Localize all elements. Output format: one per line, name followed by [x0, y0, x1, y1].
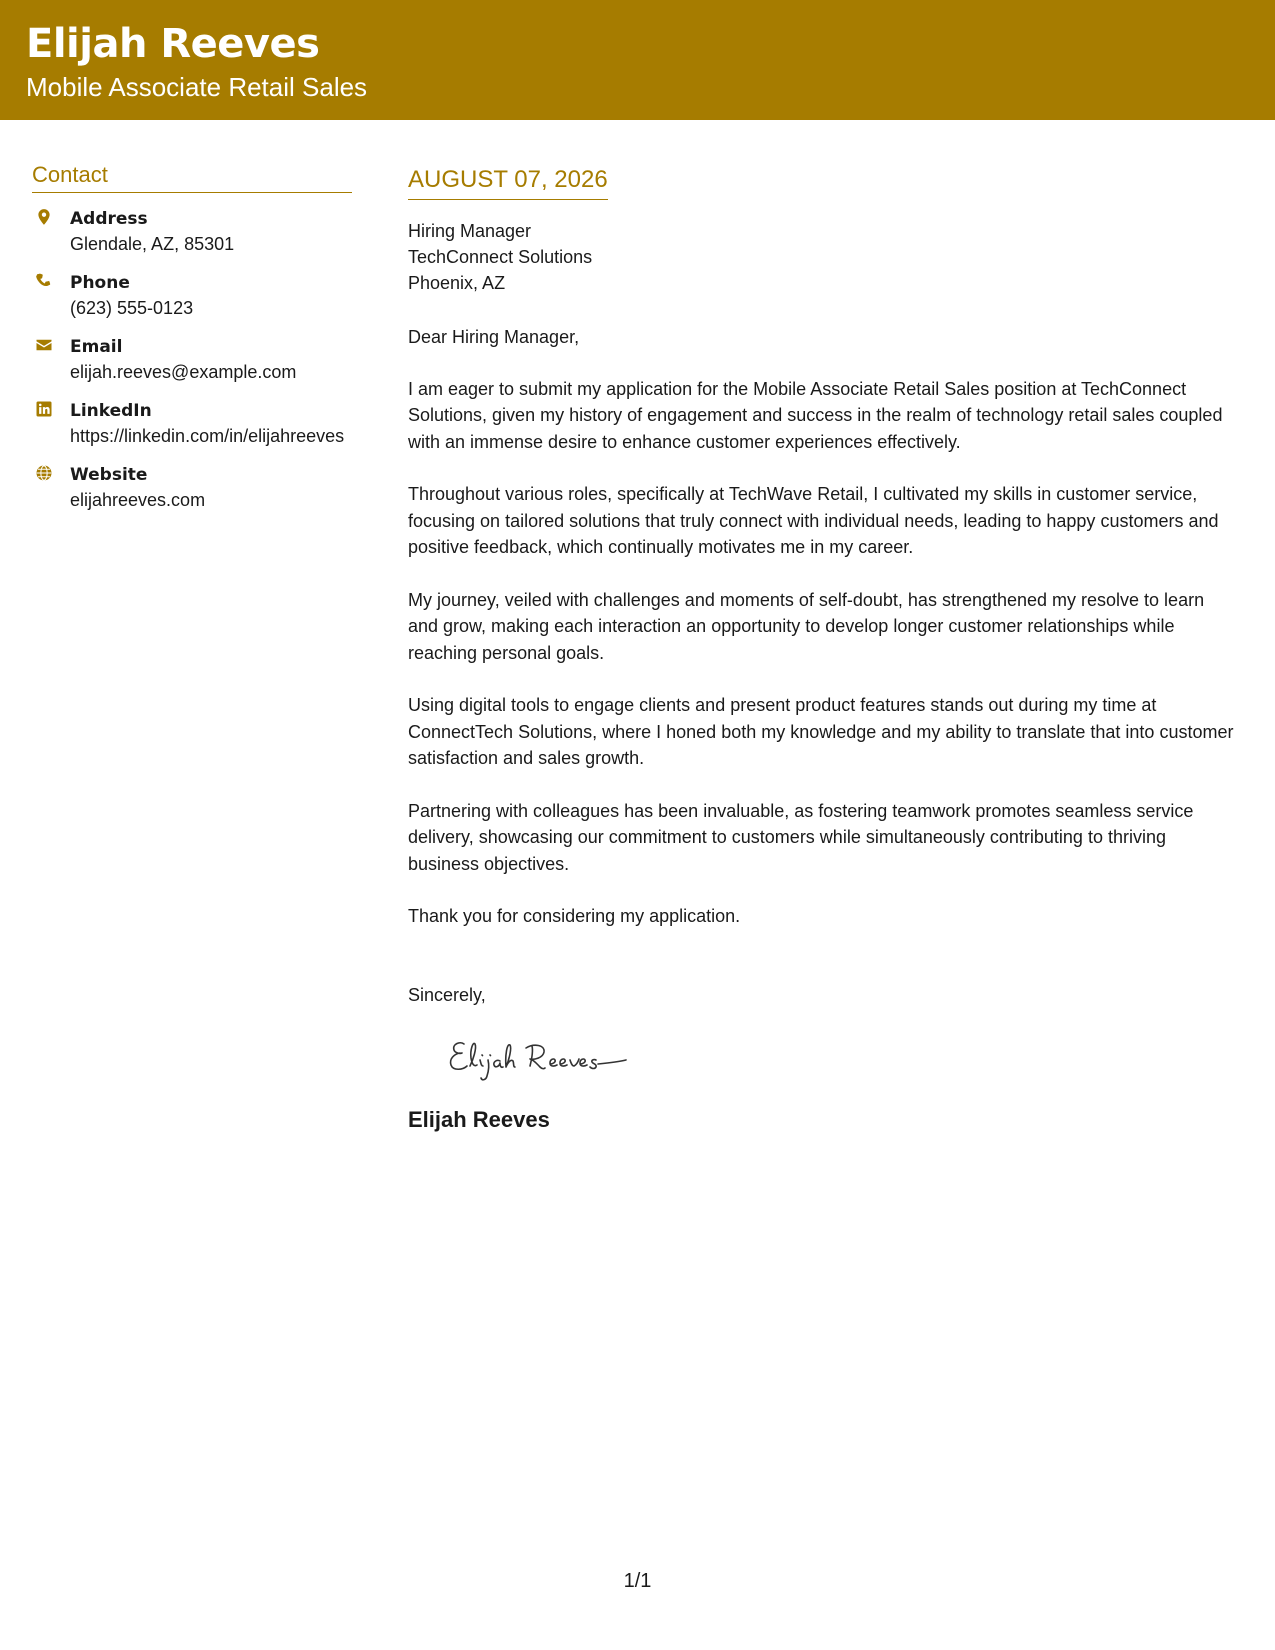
body-paragraph: Partnering with colleagues has been invaluable, as fostering teamwork promotes seamless service delivery, showcasing our commitment to customers while simultaneously contributing to thriving business objectives. — [408, 800, 1194, 874]
contact-label: Address — [70, 209, 148, 230]
globe-icon — [35, 464, 53, 482]
contact-value: Glendale, AZ, 85301 — [70, 234, 235, 255]
contact-sidebar — [32, 162, 352, 513]
applicant-role: Mobile Associate Retail Sales — [26, 72, 368, 102]
body-paragraph: My journey, veiled with challenges and moments of self-doubt, has strengthened my resolve to learn and grow, making each interaction an opportunity to develop longer customer relationships while reaching personal goals. — [408, 589, 1205, 663]
contact-value[interactable]: elijahreeves.com — [70, 490, 206, 511]
contact-website — [32, 463, 352, 513]
contact-value[interactable]: https://linkedin.com/in/elijahreeves — [70, 426, 345, 447]
page-number: 1/1 — [623, 1570, 652, 1592]
contact-email — [32, 335, 352, 385]
recipient-block — [408, 218, 1238, 296]
phone-icon — [35, 272, 53, 290]
body-paragraph: Throughout various roles, specifically at TechWave Retail, I cultivated my skills in customer service, focusing on tailored solutions that truly connect with individual needs, leading to happy customers and positive feedback, which continually motivates me in my career. — [408, 484, 1219, 558]
recipient-line: Phoenix, AZ — [408, 272, 506, 293]
body-paragraph: I am eager to submit my application for the Mobile Associate Retail Sales position at TechConnect Solutions, given my history of engagement and success in the realm of technology retail sales coupled with an immense desire to enhance customer experiences effectively. — [408, 378, 1223, 452]
contact-linkedin — [32, 399, 352, 449]
signer-name: Elijah Reeves — [408, 1106, 550, 1132]
map-pin-icon — [35, 208, 53, 226]
envelope-icon — [35, 336, 53, 354]
signature-image — [442, 1026, 662, 1086]
recipient-line: Hiring Manager — [408, 220, 532, 241]
letter-body — [408, 166, 1238, 1134]
applicant-name: Elijah Reeves — [26, 21, 320, 67]
contact-address — [32, 207, 352, 257]
contact-label: Email — [70, 337, 123, 358]
recipient-line: TechConnect Solutions — [408, 246, 593, 267]
header-banner — [0, 0, 1275, 120]
contact-label: LinkedIn — [70, 401, 152, 422]
contact-section-title: Contact — [32, 162, 352, 193]
contact-label: Website — [70, 465, 148, 486]
body-paragraph: Thank you for considering my application. — [408, 906, 741, 927]
closing: Sincerely, — [408, 984, 486, 1005]
contact-phone — [32, 271, 352, 321]
linkedin-icon — [35, 400, 53, 418]
letter-date: AUGUST 07, 2026 — [408, 166, 608, 200]
body-paragraph: Using digital tools to engage clients and present product features stands out during my time at ConnectTech Solutions, where I honed both my knowledge and my ability to translate that into customer satisfaction and sales growth. — [408, 695, 1234, 769]
salutation: Dear Hiring Manager, — [408, 326, 580, 347]
contact-value: (623) 555-0123 — [70, 298, 194, 319]
contact-value[interactable]: elijah.reeves@example.com — [70, 362, 297, 383]
contact-label: Phone — [70, 273, 130, 294]
